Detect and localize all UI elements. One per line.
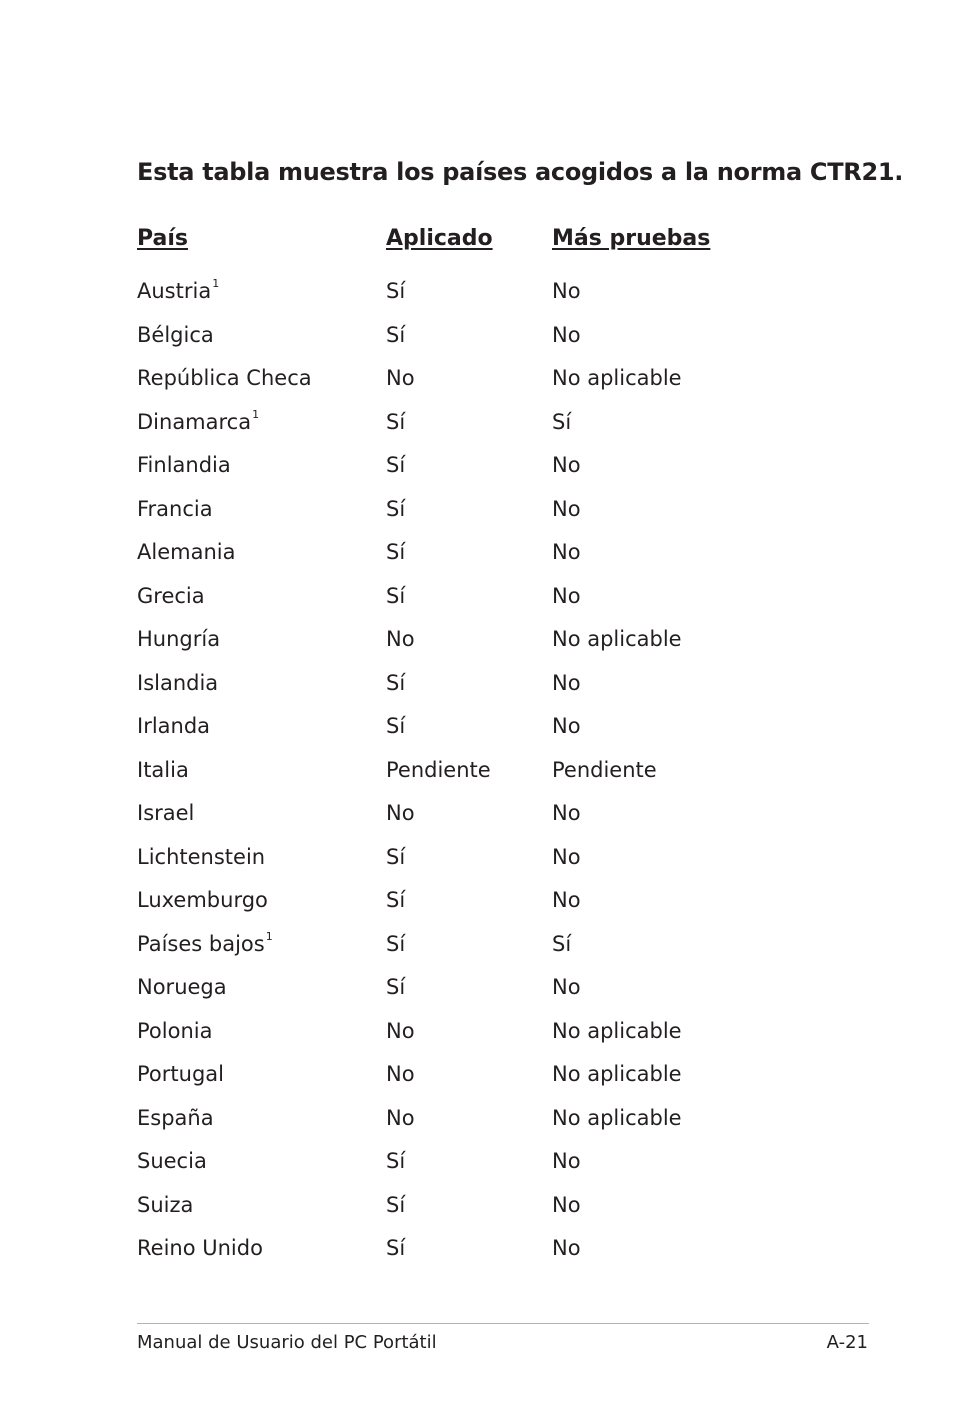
applied-cell: Sí xyxy=(386,322,406,347)
country-cell xyxy=(137,279,219,303)
country-cell xyxy=(137,929,273,956)
table-row xyxy=(137,1106,837,1136)
country-cell xyxy=(137,975,227,999)
applied-cell: Sí xyxy=(386,279,406,303)
country-cell xyxy=(137,671,218,695)
table-row xyxy=(137,584,837,614)
applied-cell: Pendiente xyxy=(386,757,491,782)
section-heading: Esta tabla muestra los países acogidos a la norma CTR21. xyxy=(137,158,904,186)
applied-cell: No xyxy=(386,1062,415,1086)
table-row xyxy=(137,758,837,788)
country-name: Italia xyxy=(137,757,189,782)
more-tests-cell: No xyxy=(552,801,581,825)
table-row xyxy=(137,1149,837,1179)
table-row xyxy=(137,845,837,875)
more-tests-cell: No xyxy=(552,1192,581,1217)
table-row xyxy=(137,407,837,440)
table-row xyxy=(137,1019,837,1049)
applied-cell: Sí xyxy=(386,496,406,521)
footer-divider xyxy=(137,1323,869,1324)
table-row xyxy=(137,279,837,309)
applied-cell: Sí xyxy=(386,670,406,695)
country-name: Dinamarca xyxy=(137,409,252,434)
footnote-marker: 1 xyxy=(212,277,220,290)
table-row xyxy=(137,888,837,918)
country-cell xyxy=(137,627,220,651)
country-cell xyxy=(137,540,235,564)
table-row xyxy=(137,323,837,353)
country-cell xyxy=(137,1149,207,1173)
more-tests-cell: No xyxy=(552,496,581,521)
country-cell xyxy=(137,1019,212,1043)
country-name: Lichtenstein xyxy=(137,844,266,869)
footnote-marker: 1 xyxy=(265,929,273,943)
country-cell xyxy=(137,714,210,738)
footer-page-number: A-21 xyxy=(826,1332,868,1353)
more-tests-cell: No xyxy=(552,670,581,695)
country-name: España xyxy=(137,1105,214,1130)
country-cell xyxy=(137,888,268,912)
table-row xyxy=(137,366,837,396)
more-tests-cell: No aplicable xyxy=(552,627,682,651)
country-name: Suiza xyxy=(137,1192,194,1217)
more-tests-cell: No xyxy=(552,714,581,738)
more-tests-cell: Sí xyxy=(552,931,572,956)
table-row xyxy=(137,1236,837,1266)
country-name: Irlanda xyxy=(137,714,211,738)
more-tests-cell: No xyxy=(552,1236,581,1260)
more-tests-cell: No xyxy=(552,453,581,477)
more-tests-cell: Sí xyxy=(552,409,572,434)
more-tests-cell: No aplicable xyxy=(552,1105,682,1130)
country-cell xyxy=(137,1193,193,1217)
table-row xyxy=(137,671,837,701)
more-tests-cell: No xyxy=(552,583,581,608)
country-cell xyxy=(137,758,189,782)
table-row xyxy=(137,714,837,744)
more-tests-cell: No aplicable xyxy=(552,1018,682,1043)
country-name: Países bajos xyxy=(137,931,265,956)
more-tests-cell: No xyxy=(552,1149,581,1173)
applied-cell: Sí xyxy=(386,975,406,999)
more-tests-cell: No xyxy=(552,322,581,347)
more-tests-cell: No aplicable xyxy=(552,1062,682,1086)
applied-cell: Sí xyxy=(386,540,406,564)
country-name: Bélgica xyxy=(137,322,214,347)
column-header-applied: Aplicado xyxy=(386,226,493,251)
applied-cell: Sí xyxy=(386,1236,406,1260)
country-name: Polonia xyxy=(137,1018,213,1043)
applied-cell: No xyxy=(386,801,415,825)
table-row xyxy=(137,453,837,483)
applied-cell: Sí xyxy=(386,931,406,956)
country-cell xyxy=(137,366,312,390)
country-cell xyxy=(137,1236,263,1260)
table-row xyxy=(137,540,837,570)
applied-cell: No xyxy=(386,627,415,651)
country-name: Francia xyxy=(137,496,213,521)
country-name: Grecia xyxy=(137,583,205,608)
country-name: Israel xyxy=(137,801,195,825)
table-row xyxy=(137,497,837,527)
country-cell xyxy=(137,801,194,825)
country-cell xyxy=(137,1062,224,1086)
country-name: Reino Unido xyxy=(137,1236,263,1260)
applied-cell: Sí xyxy=(386,583,406,608)
table-row xyxy=(137,975,837,1005)
country-name: Suecia xyxy=(137,1149,207,1173)
applied-cell: Sí xyxy=(386,1149,406,1173)
country-cell xyxy=(137,845,265,869)
table-row xyxy=(137,929,837,962)
applied-cell: No xyxy=(386,1105,415,1130)
country-name: Luxemburgo xyxy=(137,888,268,912)
applied-cell: Sí xyxy=(386,888,406,912)
more-tests-cell: No xyxy=(552,975,581,999)
country-cell xyxy=(137,497,213,521)
footnote-marker: 1 xyxy=(252,407,260,421)
country-name: Alemania xyxy=(137,540,236,564)
column-header-more-tests: Más pruebas xyxy=(552,226,711,251)
applied-cell: No xyxy=(386,366,415,390)
more-tests-cell: No xyxy=(552,888,581,912)
country-name: Hungría xyxy=(137,627,221,651)
applied-cell: Sí xyxy=(386,1192,406,1217)
country-cell xyxy=(137,323,214,347)
table-row xyxy=(137,1062,837,1092)
footer-manual-title: Manual de Usuario del PC Portátil xyxy=(137,1332,437,1353)
more-tests-cell: No xyxy=(552,540,581,564)
applied-cell: No xyxy=(386,1018,415,1043)
more-tests-cell: No xyxy=(552,279,581,303)
country-name: Portugal xyxy=(137,1062,224,1086)
country-name: Islandia xyxy=(137,670,219,695)
applied-cell: Sí xyxy=(386,714,406,738)
country-cell xyxy=(137,407,260,434)
applied-cell: Sí xyxy=(386,453,406,477)
table-row xyxy=(137,801,837,831)
applied-cell: Sí xyxy=(386,409,406,434)
country-name: Noruega xyxy=(137,975,227,999)
country-name: Finlandia xyxy=(137,453,231,477)
applied-cell: Sí xyxy=(386,844,406,869)
table-row xyxy=(137,627,837,657)
table-row xyxy=(137,1193,837,1223)
country-name: Austria xyxy=(137,279,212,303)
more-tests-cell: No aplicable xyxy=(552,366,682,390)
country-cell xyxy=(137,453,231,477)
country-name: República Checa xyxy=(137,366,312,390)
column-header-country: País xyxy=(137,226,189,251)
country-cell xyxy=(137,1106,214,1130)
country-cell xyxy=(137,584,205,608)
more-tests-cell: No xyxy=(552,844,581,869)
more-tests-cell: Pendiente xyxy=(552,757,657,782)
